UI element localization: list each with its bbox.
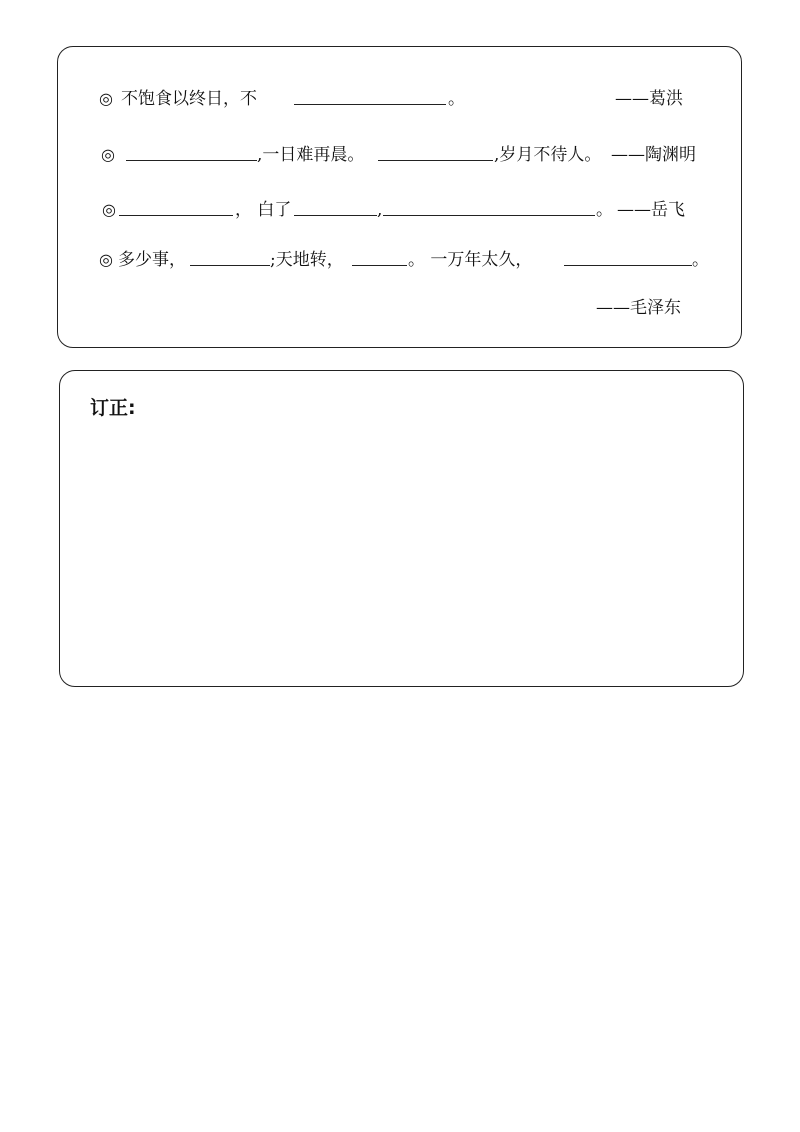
circle-mark-icon: ◎ [99,89,113,108]
quote-author: ——岳飞 [617,200,685,220]
quote-fill-in-box [57,46,742,348]
quote-text: 不饱食以终日，不 [121,89,257,109]
quote-text: 。 [692,250,709,270]
quote-text: 。 [448,89,465,109]
quote-text: ;天地转， [270,250,344,270]
correction-area[interactable] [80,431,723,666]
answer-blank[interactable] [352,265,407,266]
answer-blank[interactable] [378,160,493,161]
quote-text: , [377,200,383,220]
quote-text: 。 [596,200,613,220]
answer-blank[interactable] [294,215,377,216]
quote-text: ， 白了 [235,200,292,220]
quote-text: ,一日难再晨。 [257,145,365,165]
circle-mark-icon: ◎ [101,145,115,164]
quote-text: ,岁月不待人。 [494,145,602,165]
answer-blank[interactable] [119,215,233,216]
answer-blank[interactable] [190,265,270,266]
correction-box [59,370,744,687]
quote-author: ——毛泽东 [596,298,681,318]
quote-author: ——陶渊明 [611,145,696,165]
quote-text: 多少事， [118,250,186,270]
answer-blank[interactable] [294,104,446,105]
answer-blank[interactable] [126,160,257,161]
answer-blank[interactable] [383,215,595,216]
circle-mark-icon: ◎ [99,250,113,269]
circle-mark-icon: ◎ [102,200,116,219]
answer-blank[interactable] [564,265,692,266]
correction-title: 订正: [90,397,136,419]
quote-author: ——葛洪 [615,89,683,109]
quote-text: 。 一万年太久， [408,250,533,270]
